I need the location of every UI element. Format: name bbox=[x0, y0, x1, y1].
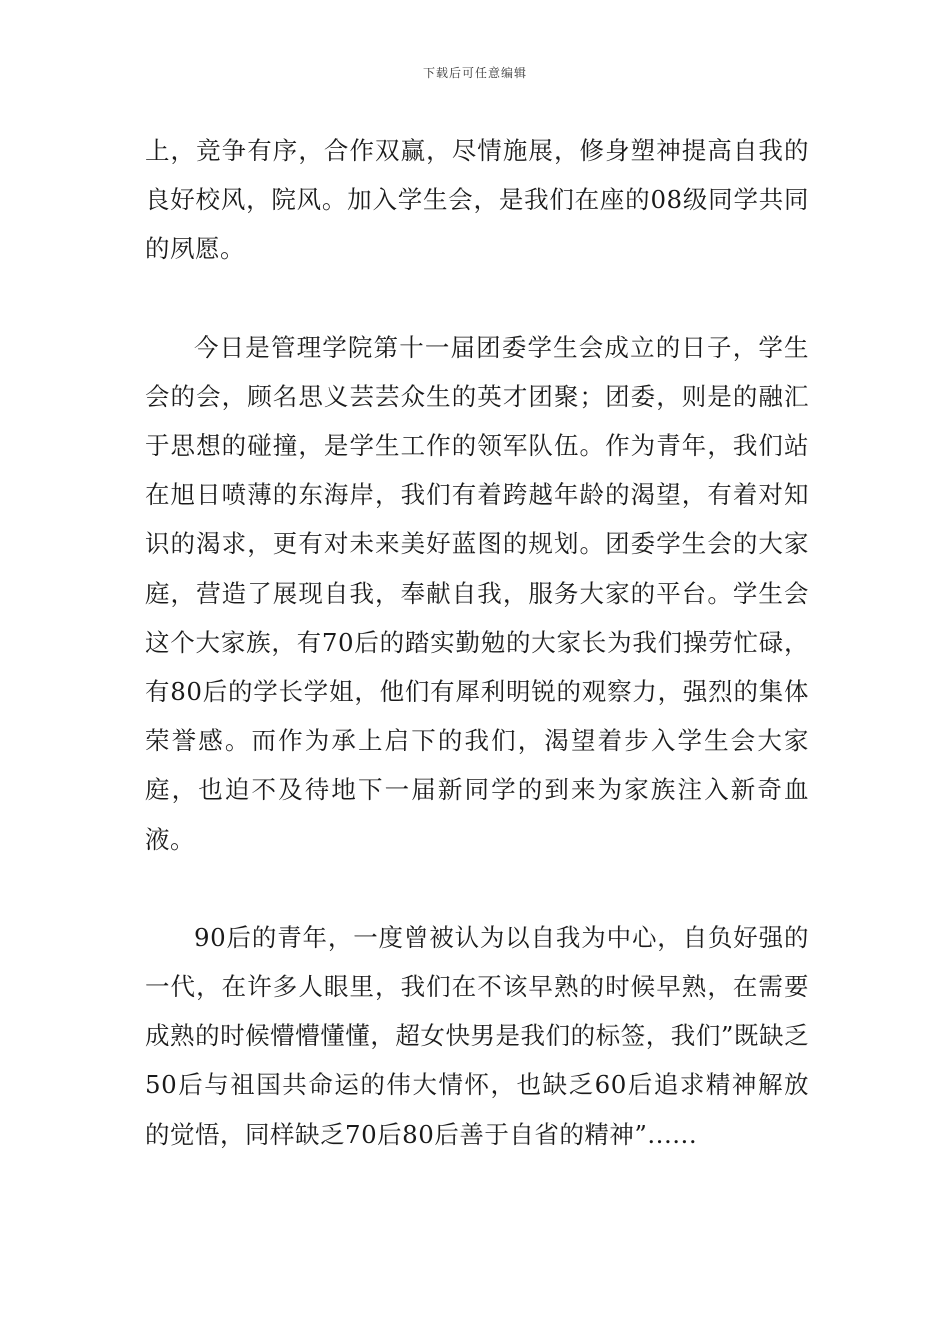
paragraph-3: 90后的青年，一度曾被认为以自我为中心，自负好强的一代，在许多人眼里，我们在不该早熟的时候早熟，在需要成熟的时候懵懵懂懂，超女快男是我们的标签，我们”既缺乏50后与祖国共命运的伟大情怀，也缺乏60后追求精神解放的觉悟，同样缺乏70后80后善于自省的精神”...... bbox=[145, 922, 809, 1149]
paragraph-gap bbox=[145, 864, 809, 913]
document-body bbox=[145, 126, 809, 1159]
paragraph-1: 上，竞争有序，合作双赢，尽情施展，修身塑神提高自我的良好校风，院风。加入学生会，是我们在座的08级同学共同的夙愿。 bbox=[145, 136, 809, 264]
paragraph-2: 今日是管理学院第十一届团委学生会成立的日子，学生会的会，顾名思义芸芸众生的英才团聚；团委，则是的融汇于思想的碰撞，是学生工作的领军队伍。作为青年，我们站在旭日喷薄的东海岸，我们有着跨越年龄的渴望，有着对知识的渴求，更有对未来美好蓝图的规划。团委学生会的大家庭，营造了展现自我，奉献自我，服务大家的平台。学生会这个大家族，有70后的踏实勤勉的大家长为我们操劳忙碌，有80后的学长学姐，他们有犀利明锐的观察力，强烈的集体荣誉感。而作为承上启下的我们，渴望着步入学生会大家庭，也迫不及待地下一届新同学的到来为家族注入新奇血液。 bbox=[145, 332, 809, 854]
paragraph-gap bbox=[145, 274, 809, 323]
page-header: 下载后可任意编辑 bbox=[422, 66, 527, 80]
